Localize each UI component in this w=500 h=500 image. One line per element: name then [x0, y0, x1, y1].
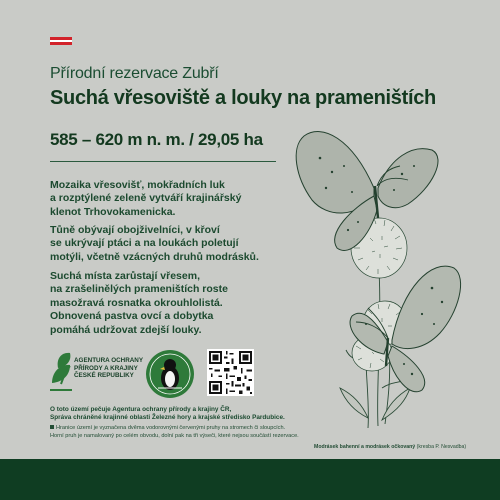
- agency-name: [74, 357, 143, 380]
- boundary-line: Hranice území je vyznačena dvěma vodorovnými červenými pruhy na stromech či sloupcích.: [56, 425, 286, 431]
- caption-credit: (kresba P. Nesvadba): [416, 444, 467, 450]
- text-line: na zrašelinělých prameništích roste: [50, 283, 228, 296]
- agency-line: PŘÍRODY A KRAJINY: [74, 364, 138, 372]
- care-line: Správa chráněné krajinné oblasti Železné hory a krajské středisko Pardubice.: [50, 414, 285, 422]
- illustration-caption: [314, 444, 466, 450]
- text-line: Tůně obývají obojživelníci, v křoví: [50, 224, 220, 236]
- text-line: se ukrývají ptáci a na loukách poletují: [50, 237, 239, 250]
- page-title: Suchá vřesoviště a louky na prameništích: [50, 87, 436, 109]
- bottom-band: [0, 459, 500, 500]
- agency-line: ČESKÉ REPUBLIKY: [74, 372, 134, 379]
- reserve-name: Přírodní rezervace Zubří: [50, 65, 219, 82]
- bird-emblem-icon: [144, 348, 196, 400]
- boundary-line: Horní pruh je namalovaný po celém obvodu, dolní pak na tři výseči, které nejsou součástí rezervace.: [50, 432, 299, 439]
- paragraph-3: [50, 270, 300, 337]
- text-line: klenot Trhovokamenicka.: [50, 205, 176, 218]
- paragraph-1: [50, 179, 300, 219]
- text-line: pomáhá udržovat zdejší louky.: [50, 323, 202, 336]
- square-bullet-icon: [50, 425, 54, 429]
- paragraph-2: [50, 224, 300, 264]
- butterflies-illustration: [282, 118, 472, 438]
- flag-icon: [50, 37, 72, 45]
- text-line: Suchá místa zarůstají vřesem,: [50, 270, 200, 282]
- agency-line: AGENTURA OCHRANY: [74, 357, 144, 364]
- care-line: O toto území pečuje Agentura ochrany přírody a krajiny ČR,: [50, 406, 232, 413]
- text-line: masožravá rosnatka okrouhlolistá.: [50, 296, 223, 309]
- elevation-area: 585 – 620 m n. m. / 29,05 ha: [50, 130, 263, 149]
- caption-title: Modrásek bahenní a modrásek očkovaný: [314, 444, 416, 450]
- text-line: Mozaika vřesovišť, mokřadních luk: [50, 179, 225, 191]
- divider: [50, 161, 276, 162]
- text-line: motýli, včetně vzácných druhů modrásků.: [50, 250, 259, 263]
- qr-code-icon[interactable]: [207, 349, 254, 396]
- text-line: Obnovená pastva ovcí a dobytka: [50, 310, 214, 323]
- text-line: a rozptýlené zeleně vytváří krajinářský: [50, 192, 242, 205]
